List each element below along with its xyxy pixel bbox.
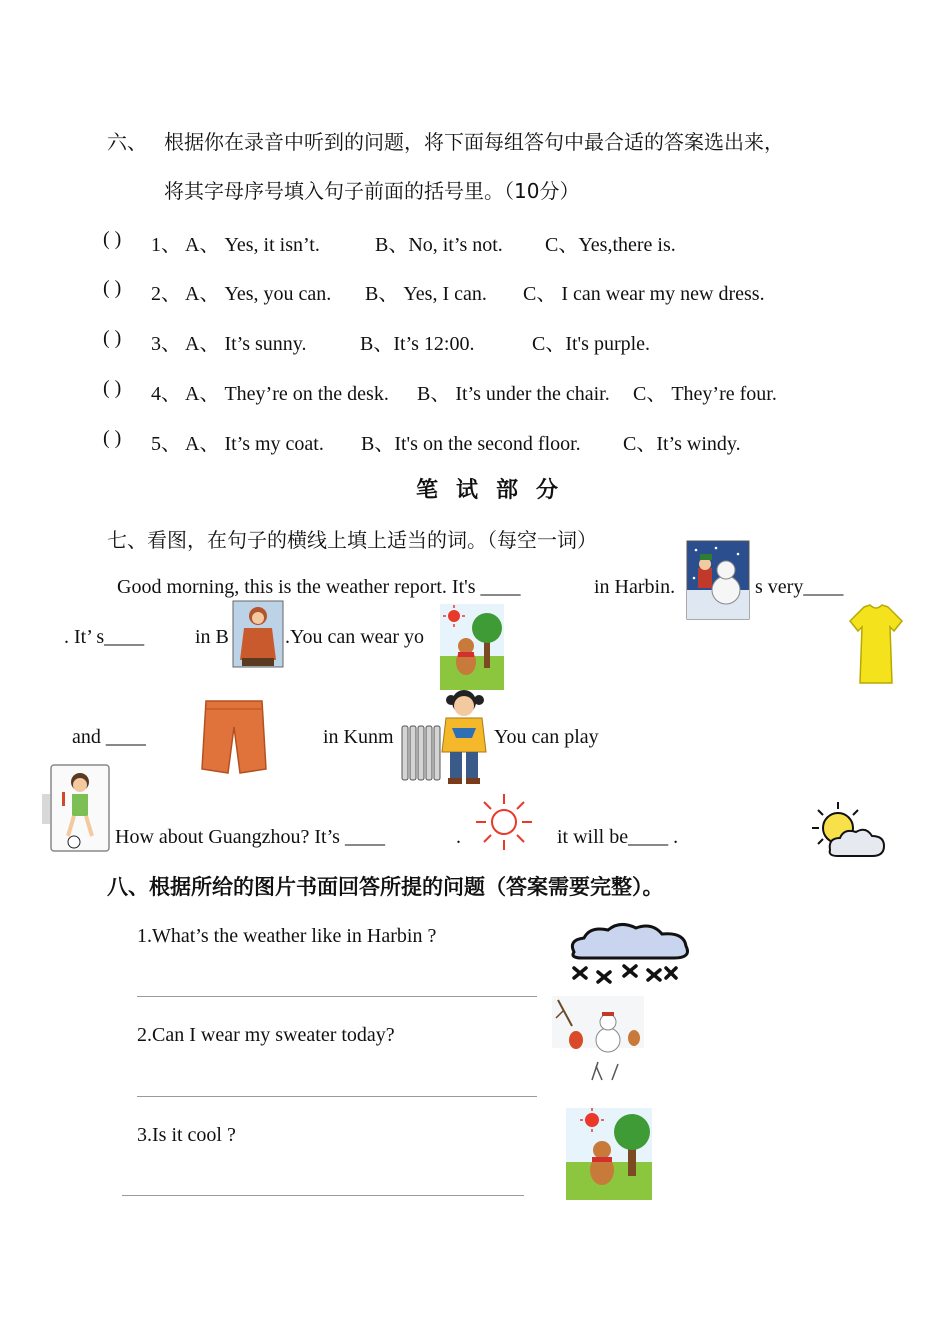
sun-icon: [468, 786, 540, 858]
answer-bracket[interactable]: ( ): [103, 327, 122, 349]
sunny-park-picture-icon: [440, 604, 504, 690]
report-text: You can play: [494, 726, 599, 748]
question-number: 1、: [151, 234, 181, 256]
option-a: A、 Yes, it isn’t.: [185, 234, 320, 256]
option-a: A、 They’re on the desk.: [185, 383, 389, 405]
written-part-title: 笔试部分: [416, 478, 577, 503]
option-b: B、It’s 12:00.: [360, 333, 475, 355]
winter-scene-picture-icon: [552, 996, 644, 1082]
answer-bracket[interactable]: ( ): [103, 228, 122, 250]
section6-heading-line1: 根据你在录音中听到的问题，将下面每组答句中最合适的答案选出来，: [164, 130, 784, 154]
option-c: C、 I can wear my new dress.: [523, 283, 765, 305]
question-number: 5、: [151, 433, 181, 455]
sweater-girl-picture-icon: [396, 682, 504, 788]
report-text: in Kunm: [323, 726, 394, 748]
report-text: it will be____ .: [557, 826, 679, 848]
report-text: . It’ s____: [64, 626, 145, 648]
question-text: 1.What’s the weather like in Harbin ?: [137, 925, 437, 947]
option-a: A、 It’s my coat.: [185, 433, 324, 455]
option-c: C、 They’re four.: [633, 383, 777, 405]
report-text: Good morning, this is the weather report. It's ____: [117, 576, 521, 598]
answer-line[interactable]: [137, 996, 537, 997]
answer-line[interactable]: [122, 1195, 524, 1196]
option-a: A、 It’s sunny.: [185, 333, 307, 355]
option-c: C、It’s windy.: [623, 433, 741, 455]
partly-cloudy-icon: [808, 800, 888, 862]
section7-heading: 七、看图，在句子的横线上填上适当的词。（每空一词）: [107, 528, 597, 552]
option-b: B、It's on the second floor.: [361, 433, 581, 455]
section8-heading: 八、根据所给的图片书面回答所提的问题（答案需要完整）。: [107, 875, 664, 899]
question-number: 3、: [151, 333, 181, 355]
section6-heading-line2: 将其字母序号填入句子前面的括号里。（10分）: [164, 179, 580, 203]
question-number: 4、: [151, 383, 181, 405]
answer-bracket[interactable]: ( ): [103, 277, 122, 299]
report-text: s very____: [755, 576, 844, 598]
option-c: C、Yes,there is.: [545, 234, 676, 256]
option-b: B、 It’s under the chair.: [417, 383, 610, 405]
option-c: C、It's purple.: [532, 333, 651, 355]
snow-cloud-icon: [562, 920, 694, 988]
answer-line[interactable]: [137, 1096, 537, 1097]
report-text: in B: [195, 626, 229, 648]
winter-coat-picture-icon: [232, 600, 284, 668]
snowman-picture-icon: [686, 540, 750, 620]
option-b: B、No, it’s not.: [375, 234, 503, 256]
t-shirt-picture-icon: [848, 603, 904, 687]
question-number: 2、: [151, 283, 181, 305]
answer-bracket[interactable]: ( ): [103, 377, 122, 399]
question-text: 2.Can I wear my sweater today?: [137, 1024, 395, 1046]
section6-number: 六、: [107, 130, 147, 154]
answer-bracket[interactable]: ( ): [103, 427, 122, 449]
shorts-picture-icon: [200, 697, 268, 775]
report-text: .You can wear yo: [285, 626, 425, 648]
report-text: and ____: [72, 726, 146, 748]
sunny-park-picture-icon: [566, 1108, 652, 1200]
report-text: .: [456, 826, 461, 848]
football-boy-picture-icon: [42, 764, 110, 854]
report-text: How about Guangzhou? It’s ____: [115, 826, 385, 848]
question-text: 3.Is it cool ?: [137, 1124, 236, 1146]
option-b: B、 Yes, I can.: [365, 283, 487, 305]
option-a: A、 Yes, you can.: [185, 283, 332, 305]
report-text: in Harbin.: [594, 576, 676, 598]
